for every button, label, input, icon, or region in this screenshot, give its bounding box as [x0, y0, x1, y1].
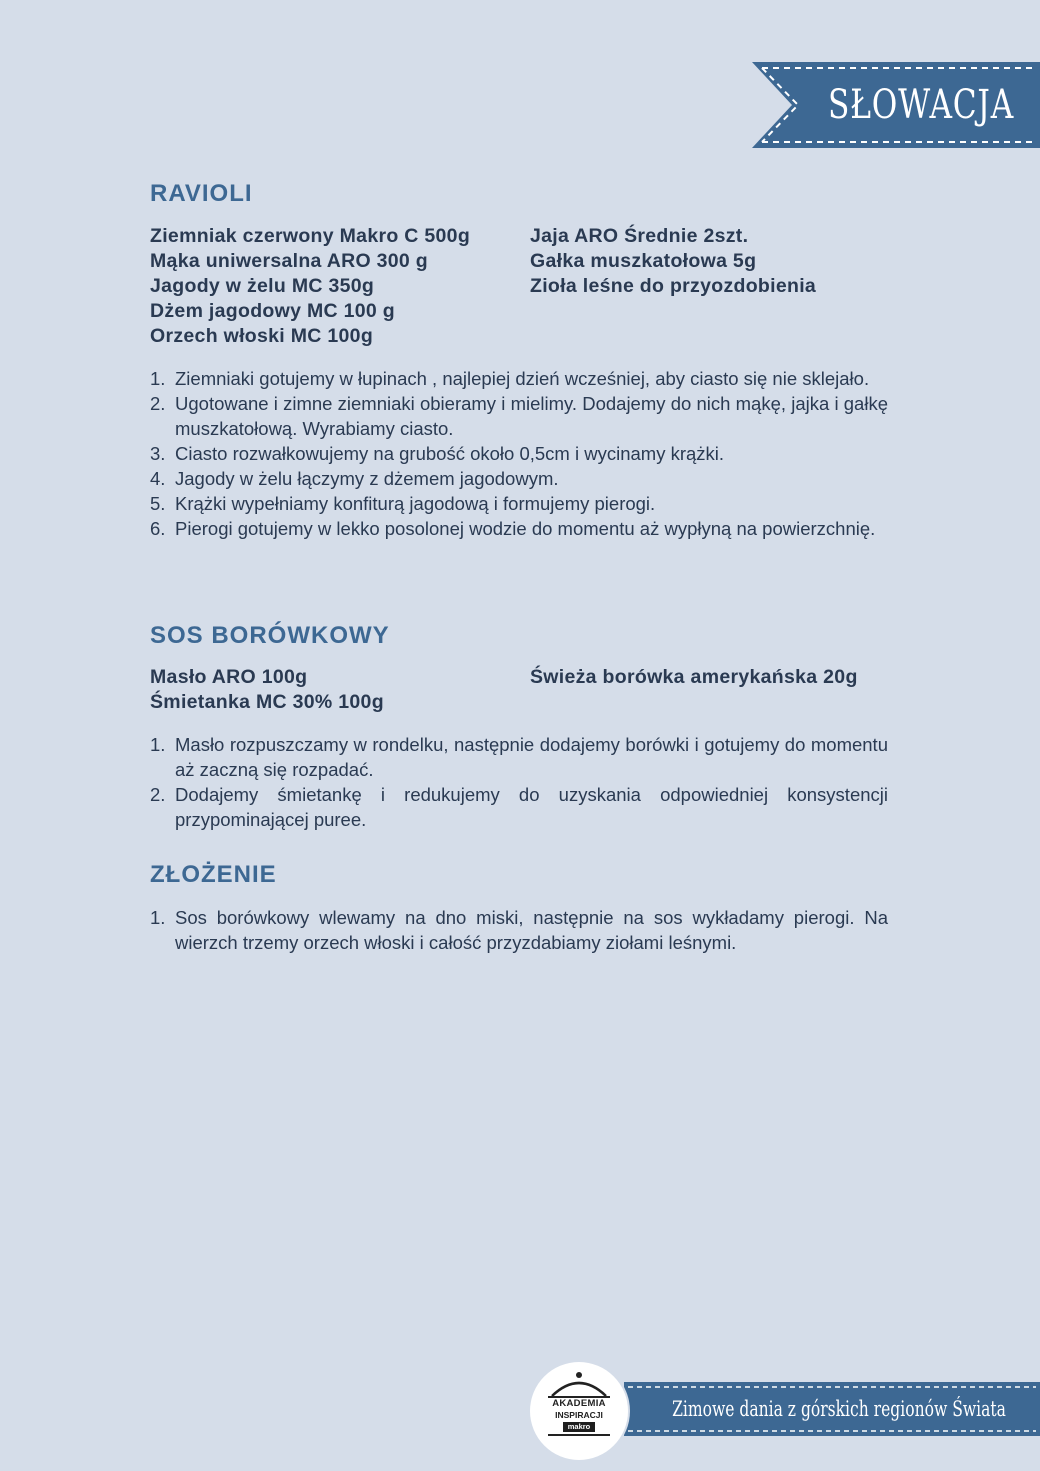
- section-title-ravioli: RAVIOLI: [150, 180, 253, 207]
- ingredients-left-ravioli: [150, 224, 470, 349]
- step-item: [150, 905, 888, 955]
- ingredient-item: Masło ARO 100g: [150, 666, 308, 688]
- ingredient-item: Ziemniak czerwony Makro C 500g: [150, 225, 471, 247]
- step-item: [150, 441, 888, 466]
- step-number: 5.: [150, 493, 166, 514]
- logo-brand: makro: [563, 1422, 595, 1432]
- step-text: Masło rozpuszczamy w rondelku, następnie dodajemy borówki i gotujemy do momentu aż zaczną się rozpadać.: [175, 734, 888, 780]
- ingredient-item: Zioła leśne do przyozdobienia: [530, 275, 817, 297]
- section-title-sos: SOS BORÓWKOWY: [150, 622, 390, 649]
- ingredient-item: Świeża borówka amerykańska 20g: [530, 666, 858, 688]
- step-text: Dodajemy śmietankę i redukujemy do uzyskania odpowiedniej konsystencji przypominającej puree.: [175, 784, 888, 830]
- ingredient-item: Dżem jagodowy MC 100 g: [150, 300, 395, 322]
- step-item: [150, 491, 888, 516]
- country-title: SŁOWACJA: [827, 82, 1015, 128]
- step-text: Ugotowane i zimne ziemniaki obieramy i mielimy. Dodajemy do nich mąkę, jajka i gałkę muszkatołową. Wyrabiamy ciasto.: [175, 393, 888, 439]
- step-number: 1.: [150, 734, 166, 755]
- section-title-zlozenie: ZŁOŻENIE: [150, 861, 277, 888]
- steps-zlozenie: [150, 905, 888, 955]
- step-number: 6.: [150, 518, 166, 539]
- steps-sos: [150, 732, 888, 832]
- akademia-inspiracji-logo: [530, 1362, 628, 1460]
- step-number: 2.: [150, 784, 166, 805]
- step-number: 1.: [150, 368, 166, 389]
- step-text: Pierogi gotujemy w lekko posolonej wodzie do momentu aż wypłyną na powierzchnię.: [175, 518, 876, 539]
- step-number: 2.: [150, 393, 166, 414]
- step-item: [150, 782, 888, 832]
- ingredient-item: Mąka uniwersalna ARO 300 g: [150, 250, 429, 272]
- logo-line1: AKADEMIA: [552, 1398, 606, 1409]
- step-number: 1.: [150, 907, 166, 928]
- ingredients-right-ravioli: [530, 224, 816, 299]
- ingredient-item: Śmietanka MC 30% 100g: [150, 691, 384, 713]
- step-item: [150, 391, 888, 441]
- steps-ravioli: [150, 366, 888, 541]
- step-item: [150, 466, 888, 491]
- ingredient-item: Jaja ARO Średnie 2szt.: [530, 225, 749, 247]
- step-text: Jagody w żelu łączymy z dżemem jagodowym.: [175, 468, 559, 489]
- step-text: Krążki wypełniamy konfiturą jagodową i formujemy pierogi.: [175, 493, 656, 514]
- ingredient-item: Gałka muszkatołowa 5g: [530, 250, 757, 272]
- step-number: 4.: [150, 468, 166, 489]
- ingredient-item: Jagody w żelu MC 350g: [150, 275, 375, 297]
- ingredient-item: Orzech włoski MC 100g: [150, 325, 374, 347]
- country-banner: [752, 62, 1040, 148]
- step-text: Ciasto rozwałkowujemy na grubość około 0,5cm i wycinamy krążki.: [175, 443, 725, 464]
- step-item: [150, 732, 888, 782]
- ingredients-left-sos: [150, 665, 384, 715]
- logo-line2: INSPIRACJI: [555, 1410, 603, 1420]
- footer-tagline: Zimowe dania z górskich regionów Świata: [672, 1397, 1006, 1421]
- step-number: 3.: [150, 443, 166, 464]
- step-item: [150, 366, 888, 391]
- ingredients-right-sos: [530, 665, 858, 690]
- step-text: Ziemniaki gotujemy w łupinach , najlepiej dzień wcześniej, aby ciasto się nie sklejało.: [175, 368, 870, 389]
- footer-ribbon: [624, 1382, 1040, 1436]
- step-item: [150, 516, 888, 541]
- step-text: Sos borówkowy wlewamy na dno miski, następnie na sos wykładamy pierogi. Na wierzch trzemy orzech włoski i całość przyzdabiamy ziołami leśnymi.: [175, 907, 888, 953]
